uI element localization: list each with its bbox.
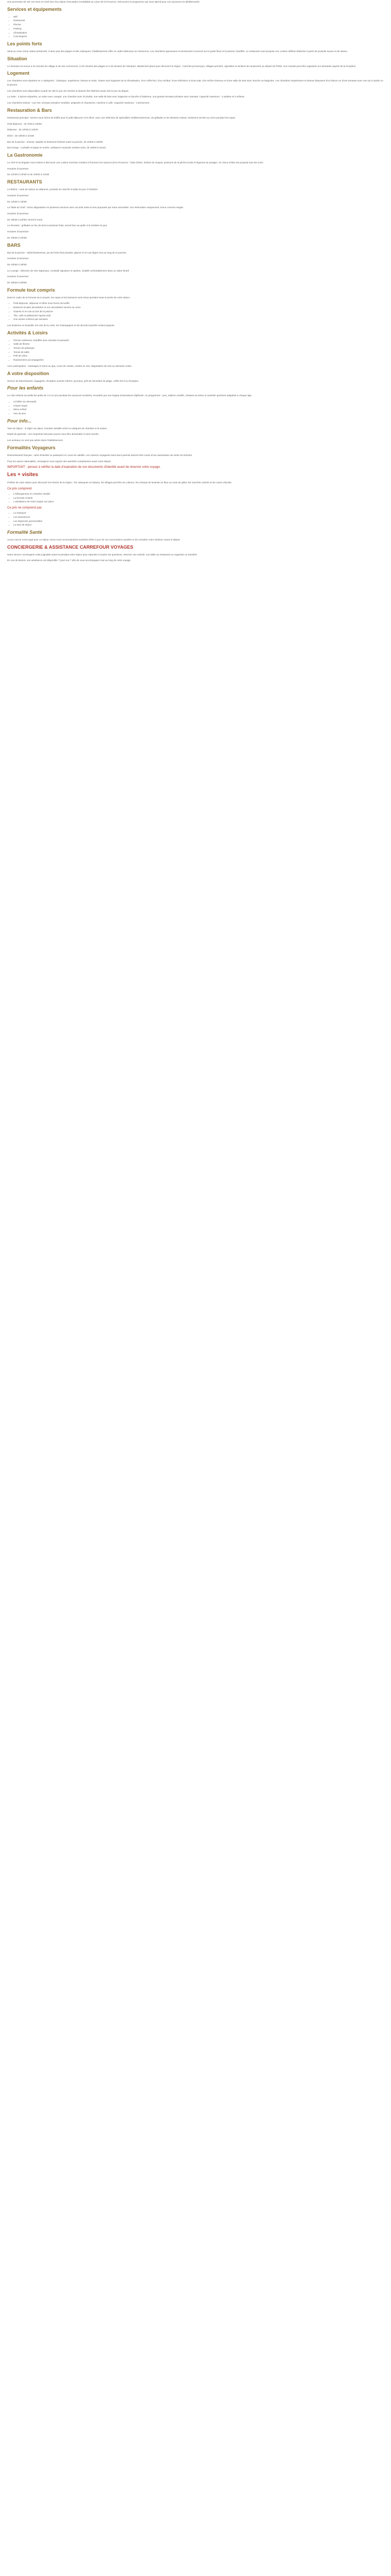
list-item: • Petit-déjeuner, déjeuner et dîner sous forme de buffet xyxy=(13,301,384,306)
paragraph: Bar de la piscine : rafraîchissements, jus de fruits frais pressés, glaces et en-cas légers tout au long de la journée. xyxy=(7,251,127,254)
list-item: • Wifi xyxy=(13,15,384,19)
paragraph: De 18h00 à 00h00 xyxy=(7,281,27,284)
paragraph: Les chambres Deluxe : vue mer, terrasse privative meublée, peignoirs et chaussons, machine à café. Capacité maximum : 3 personnes. xyxy=(7,101,150,105)
section-heading: Formalité Santé xyxy=(7,529,42,535)
bullet-list xyxy=(13,301,384,321)
list-item: • La formule choisie xyxy=(13,496,384,500)
paragraph: Horaires d'ouverture xyxy=(7,212,29,215)
list-item: • Salle de fitness xyxy=(13,342,384,346)
bullet-list xyxy=(13,492,384,504)
paragraph: Service de blanchisserie, bagagerie, réception ouverte 24h/24, journaux, prêt de serviettes de plage, coffre-fort à la réception. xyxy=(7,379,139,382)
list-item: • Thé, café et pâtisseries l'après-midi xyxy=(13,314,384,318)
paragraph: En cas de besoin, une assistance est disponible 7 jours sur 7 afin de vous accompagner tout au long de votre voyage. xyxy=(7,559,132,562)
paragraph: Les boissons en bouteille, les vins de la carte, les champagnes et les alcools importés restent payants. xyxy=(7,324,115,327)
paragraph: De 19h30 à 22h00, fermé le lundi xyxy=(7,218,42,221)
paragraph: Bar de la piscine : snacks, salades et boissons fraîches toute la journée, de 10h00 à 19h00. xyxy=(7,140,104,143)
paragraph: Horaires d'ouverture xyxy=(7,194,29,197)
list-item: • Une soirée à thème par semaine xyxy=(13,317,384,321)
paragraph: Le Bistrot : carte de saison au déjeuner, produits du marché et plats du jour à l'ardoise. xyxy=(7,188,99,191)
list-item: • Menu enfant xyxy=(13,408,384,412)
paragraph: Notre service conciergerie reste joignable avant et pendant votre séjour pour répondre à toutes vos questions, réserver une activité, une table au restaurant ou organiser un transfert. xyxy=(7,553,198,556)
paragraph: Le chef et sa brigade vous invitent à découvrir une cuisine inventive mettant à l'honneur les saveurs de la Provence : huile d'olive, herbes du maquis, poissons de la pêche locale et légumes du potager. Un menu enfant est proposé tous les soirs. xyxy=(7,161,264,164)
paragraph: Le Lounge : sélection de vins régionaux, cocktails signature et spiritus, installé confortablement dans un salon feutré. xyxy=(7,269,130,272)
sub-heading: Ce prix comprend xyxy=(7,487,32,490)
paragraph: De 10h00 à 19h00 xyxy=(7,263,27,266)
section-heading: La Gastronomie xyxy=(7,152,43,158)
list-item: • Boissons locales alcoolisées et non alcoolisées servies au verre xyxy=(13,306,384,310)
paragraph: Profitez de votre séjour pour découvrir les trésors de la région : les calanques en bateau, les villages perchés du Luberon, les champs de lavande en fleur au mois de juillet, les marchés colorés et les caves viticoles. xyxy=(7,481,232,484)
sub-heading: IMPORTANT : pensez à vérifier la date d'expiration de vos documents d'identité avant de réserver votre voyage. xyxy=(7,466,161,469)
list-item: • Parking xyxy=(13,27,384,31)
bullet-list xyxy=(13,511,384,527)
section-heading: RESTAURANTS xyxy=(7,179,42,185)
list-item: • Lit bébé sur demande xyxy=(13,400,384,404)
paragraph: Les animaux ne sont pas admis dans l'établissement. xyxy=(7,439,63,442)
paragraph: Dîner : de 19h30 à 21h30 xyxy=(7,134,35,137)
paragraph: Le domaine se trouve à 10 minutes du village et de ses commerces, à 20 minutes des plages et à 45 minutes de l'aéroport. Idéalement placé pour découvrir la région : marchés provençaux, villages perchés, vignobles et sentiers de randonnée au départ de l'hôtel. Une navette peut être organisée sur demande auprès de la réception. xyxy=(7,64,356,67)
paragraph: Taxe de séjour : à régler sur place, montant variable selon la catégorie de chambre et la saison. xyxy=(7,427,108,430)
list-item: • Prêt de vélos xyxy=(13,354,384,358)
list-item: • Snacks et en-cas au bar de la piscine xyxy=(13,310,384,314)
bullet-list xyxy=(13,15,384,39)
sub-heading: Ce prix ne comprend pas xyxy=(7,506,42,510)
paragraph: Horaires d'ouverture xyxy=(7,257,29,260)
section-heading: Logement xyxy=(7,71,30,76)
list-item: • Chaise haute xyxy=(13,404,384,408)
list-item: • L'assistance de notre équipe sur place xyxy=(13,500,384,504)
list-item: • Aire de jeux xyxy=(13,412,384,416)
paragraph: Situé au cœur d'une nature préservée, à deux pas des plages et des calanques, l'établissement offre un cadre idéal pour se ressourcer. Les chambres spacieuses et lumineuses s'ouvrent sur le jardin fleuri et la piscine chauffée. Le restaurant vous propose une cuisine raffinée élaborée à partir de produits locaux et de saison. xyxy=(7,49,348,53)
bullet-list xyxy=(13,338,384,362)
paragraph: Déjeuner : de 12h30 à 14h30 xyxy=(7,128,38,131)
list-item: • Les dépenses personnelles xyxy=(13,519,384,523)
paragraph: Petit-déjeuner : de 7h30 à 10h00 xyxy=(7,122,42,125)
section-heading: Les points forts xyxy=(7,41,42,46)
paragraph: Pour les autres nationalités, renseignez-vous auprès des autorités compétentes avant votre départ. xyxy=(7,460,111,463)
paragraph: Dans le cadre de la formule tout compris, les repas et les boissons sont inclus pendant toute la durée de votre séjour : xyxy=(7,296,131,299)
list-item: • Piscine xyxy=(13,23,384,27)
list-item: • Les assurances xyxy=(13,515,384,519)
list-item: • Climatisation xyxy=(13,31,384,35)
paragraph: Avec participation : massages et soins au spa, cours de cuisine, sorties en mer, dégustation de vins au domaine voisin. xyxy=(7,364,132,367)
paragraph: La Terrasse : grillades au feu de bois et poissons frais, servis face au jardin à la tombée du jour. xyxy=(7,224,108,227)
paragraph: Le club enfants accueille les petits de 4 à 12 ans pendant les vacances scolaires, encadrés par une équipe d'animateurs diplômés. Au programme : jeux, ateliers créatifs, chasses au trésor et activités sportives adaptées à chaque âge. xyxy=(7,394,252,397)
list-item: • Le transport xyxy=(13,511,384,515)
paragraph: Bar lounge : cocktails et tapas en soirée, ambiance musicale certains soirs, de 18h00 à minuit. xyxy=(7,146,107,149)
section-heading: Pour les enfants xyxy=(7,385,44,391)
section-heading: Pour info... xyxy=(7,418,31,423)
section-heading: Formalités Voyageurs xyxy=(7,445,56,450)
section-heading: Formule tout compris xyxy=(7,287,55,293)
section-heading: CONCIERGERIE & ASSISTANCE CARREFOUR VOYAGES xyxy=(7,544,134,550)
list-item: • La taxe de séjour xyxy=(13,523,384,527)
paragraph: La Table du Chef : menu dégustation en plusieurs services avec accords mets et vins proposés par notre sommelier. Sur réservation uniquement, tenue correcte exigée. xyxy=(7,206,184,209)
section-heading: Services et équipements xyxy=(7,6,62,12)
paragraph: De 12h30 à 14h30 et de 19h30 à 21h30 xyxy=(7,173,50,176)
list-item: • Tennis de table xyxy=(13,350,384,354)
paragraph: Dépôt de garantie : une empreinte bancaire pourra vous être demandée à votre arrivée. xyxy=(7,433,100,436)
section-heading: A votre disposition xyxy=(7,370,50,376)
section-heading: Activités & Loisirs xyxy=(7,330,48,335)
paragraph: Restaurant principal : service sous forme de buffet pour le petit-déjeuner et le dîner, avec une sélection de spécialités méditerranéennes, de grillades et de desserts maison. Boissons servies au verre pendant les repas. xyxy=(7,116,236,119)
list-item: • Randonnées accompagnées xyxy=(13,358,384,362)
list-item: • Terrain de pétanque xyxy=(13,346,384,350)
list-item: • Restaurant xyxy=(13,19,384,23)
paragraph: Les chambres sont disponibles à partir de 15h le jour de l'arrivée et doivent être libérées avant 11h le jour du départ. xyxy=(7,89,129,92)
section-heading: Situation xyxy=(7,56,27,61)
paragraph: De 12h00 à 15h00 xyxy=(7,200,27,203)
section-heading: Les + visites xyxy=(7,472,38,478)
paragraph: Horaires d'ouverture xyxy=(7,167,29,170)
paragraph: Aucun vaccin n'est exigé pour ce séjour. Nous vous recommandons toutefois d'être à jour de vos vaccinations usuelles et de consulter votre médecin avant le départ. xyxy=(7,538,181,541)
list-item: • Conciergerie xyxy=(13,35,384,39)
section-heading: Restauration & Bars xyxy=(7,107,52,113)
paragraph: Une promesse de voir vos sens en éveil lors d'un séjour d'exception inoubliable au cœur de la Provence. Découvrez le programme qui vous attend pour vos vacances en Méditerranée. xyxy=(7,1,200,3)
list-item: • Piscine extérieure chauffée avec transats et parasols xyxy=(13,338,384,343)
list-item: • L'hébergement en chambre double xyxy=(13,492,384,496)
paragraph: Les chambres sont réparties en 4 catégories : Classique, Supérieure, Deluxe et Suite. Toutes sont équipées de la climatisation, d'un coffre-fort, d'un minibar, d'une télévision à écran plat, d'un sèche-cheveux et d'une salle de bain avec douche ou baignoire. Les chambres Supérieures et Deluxe disposent d'un balcon ou d'une terrasse avec vue sur le jardin ou la piscine. xyxy=(7,79,383,87)
paragraph: Ressortissants français : carte d'identité ou passeport en cours de validité. Les mineurs voyageant sans leurs parents doivent être munis d'une autorisation de sortie du territoire. xyxy=(7,453,193,456)
paragraph: De 19h00 à 22h00 xyxy=(7,236,27,239)
paragraph: La Suite : 2 pièces séparées, un salon avec canapé, une chambre avec lit double, une salle de bain avec baignoire et douche à l'italienne, une grande terrasse privative avec transats. Capacité maximum : 2 adultes et 2 enfants. xyxy=(7,95,245,98)
paragraph: Horaires d'ouverture xyxy=(7,275,29,278)
bullet-list xyxy=(13,400,384,416)
document-page xyxy=(0,0,391,567)
paragraph: Horaires d'ouverture xyxy=(7,230,29,233)
section-heading: BARS xyxy=(7,242,21,248)
